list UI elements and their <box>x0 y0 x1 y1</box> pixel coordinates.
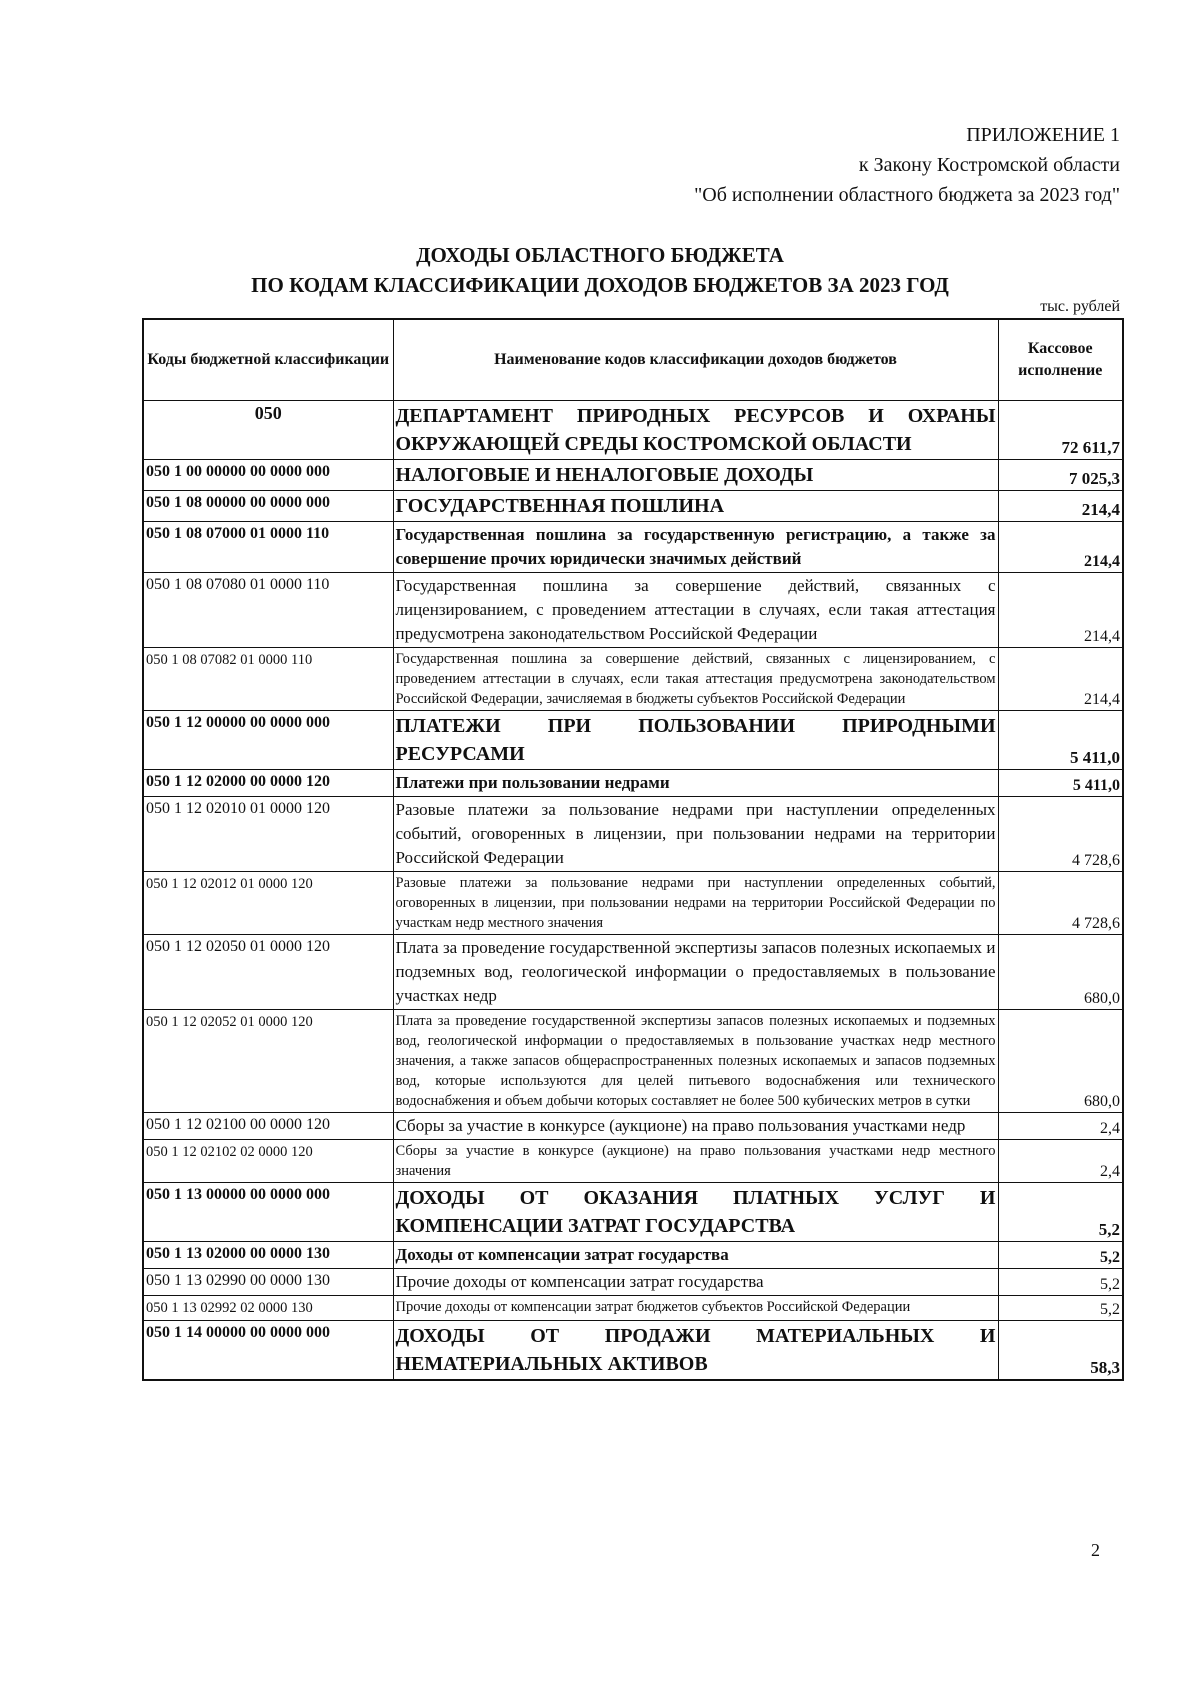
row-code: 050 <box>143 401 393 460</box>
row-value: 680,0 <box>998 1010 1123 1113</box>
row-value: 72 611,7 <box>998 401 1123 460</box>
row-name: Государственная пошлина за совершение действий, связанных с лицензированием, с проведением аттестации в случаях, если такая аттестация предусмотрена законодательством Российской Федерации, зачисляемая в бюджеты субъектов Российской Федерации <box>393 648 998 711</box>
row-code: 050 1 12 00000 00 0000 000 <box>143 711 393 770</box>
row-code: 050 1 13 02992 02 0000 130 <box>143 1296 393 1321</box>
row-code: 050 1 12 02052 01 0000 120 <box>143 1010 393 1113</box>
row-code: 050 1 00 00000 00 0000 000 <box>143 460 393 491</box>
row-value: 4 728,6 <box>998 872 1123 935</box>
row-code: 050 1 12 02050 01 0000 120 <box>143 935 393 1010</box>
row-value: 5 411,0 <box>998 711 1123 770</box>
row-value: 214,4 <box>998 491 1123 522</box>
appendix-law: к Закону Костромской области <box>858 154 1120 176</box>
column-header-name: Наименование кодов классификации доходов бюджетов <box>393 319 998 401</box>
row-code: 050 1 12 02102 02 0000 120 <box>143 1140 393 1183</box>
row-code: 050 1 13 00000 00 0000 000 <box>143 1183 393 1242</box>
table-row <box>143 573 1123 648</box>
row-code: 050 1 12 02010 01 0000 120 <box>143 797 393 872</box>
row-name: Сборы за участие в конкурсе (аукционе) на право пользования участками недр местного значения <box>393 1140 998 1183</box>
row-value: 680,0 <box>998 935 1123 1010</box>
row-value: 4 728,6 <box>998 797 1123 872</box>
row-code: 050 1 14 00000 00 0000 000 <box>143 1321 393 1381</box>
row-name: Прочие доходы от компенсации затрат бюджетов субъектов Российской Федерации <box>393 1296 998 1321</box>
table-row <box>143 1113 1123 1140</box>
row-name: НАЛОГОВЫЕ И НЕНАЛОГОВЫЕ ДОХОДЫ <box>393 460 998 491</box>
appendix-law-title: "Об исполнении областного бюджета за 2023 год" <box>694 184 1120 206</box>
row-value: 5,2 <box>998 1183 1123 1242</box>
table-row <box>143 1242 1123 1269</box>
table-row <box>143 1010 1123 1113</box>
row-name: Платежи при пользовании недрами <box>393 770 998 797</box>
row-code: 050 1 08 00000 00 0000 000 <box>143 491 393 522</box>
table-row <box>143 797 1123 872</box>
table-row <box>143 770 1123 797</box>
row-code: 050 1 12 02000 00 0000 120 <box>143 770 393 797</box>
row-code: 050 1 12 02100 00 0000 120 <box>143 1113 393 1140</box>
table-row <box>143 1140 1123 1183</box>
row-code: 050 1 12 02012 01 0000 120 <box>143 872 393 935</box>
row-name: Разовые платежи за пользование недрами при наступлении определенных событий, оговоренных в лицензии, при пользовании недрами на территории Российской Федерации <box>393 797 998 872</box>
row-name: Государственная пошлина за совершение действий, связанных с лицензированием, с проведением аттестации в случаях, если такая аттестация предусмотрена законодательством Российской Федерации <box>393 573 998 648</box>
row-value: 58,3 <box>998 1321 1123 1381</box>
row-value: 5,2 <box>998 1242 1123 1269</box>
row-name: Государственная пошлина за государственную регистрацию, а также за совершение прочих юридически значимых действий <box>393 522 998 573</box>
row-value: 214,4 <box>998 648 1123 711</box>
table-row <box>143 872 1123 935</box>
row-name: ГОСУДАРСТВЕННАЯ ПОШЛИНА <box>393 491 998 522</box>
row-code: 050 1 08 07000 01 0000 110 <box>143 522 393 573</box>
row-value: 5 411,0 <box>998 770 1123 797</box>
row-value: 2,4 <box>998 1140 1123 1183</box>
column-header-code: Коды бюджетной классификации <box>143 319 393 401</box>
column-header-value: Кассовое исполнение <box>998 319 1123 401</box>
table-row <box>143 522 1123 573</box>
title-line-1: ДОХОДЫ ОБЛАСТНОГО БЮДЖЕТА <box>416 243 784 267</box>
table-row <box>143 648 1123 711</box>
table-row <box>143 1321 1123 1381</box>
row-value: 2,4 <box>998 1113 1123 1140</box>
table-row <box>143 935 1123 1010</box>
row-value: 214,4 <box>998 573 1123 648</box>
row-name: Плата за проведение государственной экспертизы запасов полезных ископаемых и подземных вод, геологической информации о предоставляемых в пользование участках недр <box>393 935 998 1010</box>
row-name: ДОХОДЫ ОТ ОКАЗАНИЯ ПЛАТНЫХ УСЛУГ И КОМПЕНСАЦИИ ЗАТРАТ ГОСУДАРСТВА <box>393 1183 998 1242</box>
document-title <box>0 240 1200 300</box>
row-name: ПЛАТЕЖИ ПРИ ПОЛЬЗОВАНИИ ПРИРОДНЫМИ РЕСУРСАМИ <box>393 711 998 770</box>
page-number: 2 <box>1091 1540 1100 1560</box>
title-line-2: ПО КОДАМ КЛАССИФИКАЦИИ ДОХОДОВ БЮДЖЕТОВ ЗА 2023 ГОД <box>251 273 949 297</box>
table-row <box>143 491 1123 522</box>
row-value: 5,2 <box>998 1296 1123 1321</box>
appendix-label: ПРИЛОЖЕНИЕ 1 <box>966 124 1120 146</box>
row-name: ДЕПАРТАМЕНТ ПРИРОДНЫХ РЕСУРСОВ И ОХРАНЫ ОКРУЖАЮЩЕЙ СРЕДЫ КОСТРОМСКОЙ ОБЛАСТИ <box>393 401 998 460</box>
row-name: Плата за проведение государственной экспертизы запасов полезных ископаемых и подземных вод, геологической информации о предоставляемых в пользование участках недр местного значения, а также запасов общераспространенных полезных ископаемых и запасов подземных вод, которые используются для целей питьевого водоснабжения или технического водоснабжения и объем добычи которых составляет не более 500 кубических метров в сутки <box>393 1010 998 1113</box>
row-code: 050 1 13 02000 00 0000 130 <box>143 1242 393 1269</box>
table-row <box>143 1183 1123 1242</box>
table-row <box>143 460 1123 491</box>
row-name: Разовые платежи за пользование недрами при наступлении определенных событий, оговоренных в лицензии, при пользовании недрами на территории Российской Федерации по участкам недр местного значения <box>393 872 998 935</box>
table-row <box>143 1269 1123 1296</box>
appendix-header <box>694 120 1120 210</box>
row-value: 5,2 <box>998 1269 1123 1296</box>
row-value: 7 025,3 <box>998 460 1123 491</box>
table-row <box>143 711 1123 770</box>
row-name: Прочие доходы от компенсации затрат государства <box>393 1269 998 1296</box>
row-name: ДОХОДЫ ОТ ПРОДАЖИ МАТЕРИАЛЬНЫХ И НЕМАТЕРИАЛЬНЫХ АКТИВОВ <box>393 1321 998 1381</box>
table-row <box>143 401 1123 460</box>
revenue-table <box>142 318 1124 1381</box>
table-header-row <box>143 319 1123 401</box>
row-code: 050 1 08 07080 01 0000 110 <box>143 573 393 648</box>
table-row <box>143 1296 1123 1321</box>
row-name: Сборы за участие в конкурсе (аукционе) на право пользования участками недр <box>393 1113 998 1140</box>
row-value: 214,4 <box>998 522 1123 573</box>
row-code: 050 1 08 07082 01 0000 110 <box>143 648 393 711</box>
units-label: тыс. рублей <box>1040 298 1120 315</box>
row-code: 050 1 13 02990 00 0000 130 <box>143 1269 393 1296</box>
row-name: Доходы от компенсации затрат государства <box>393 1242 998 1269</box>
